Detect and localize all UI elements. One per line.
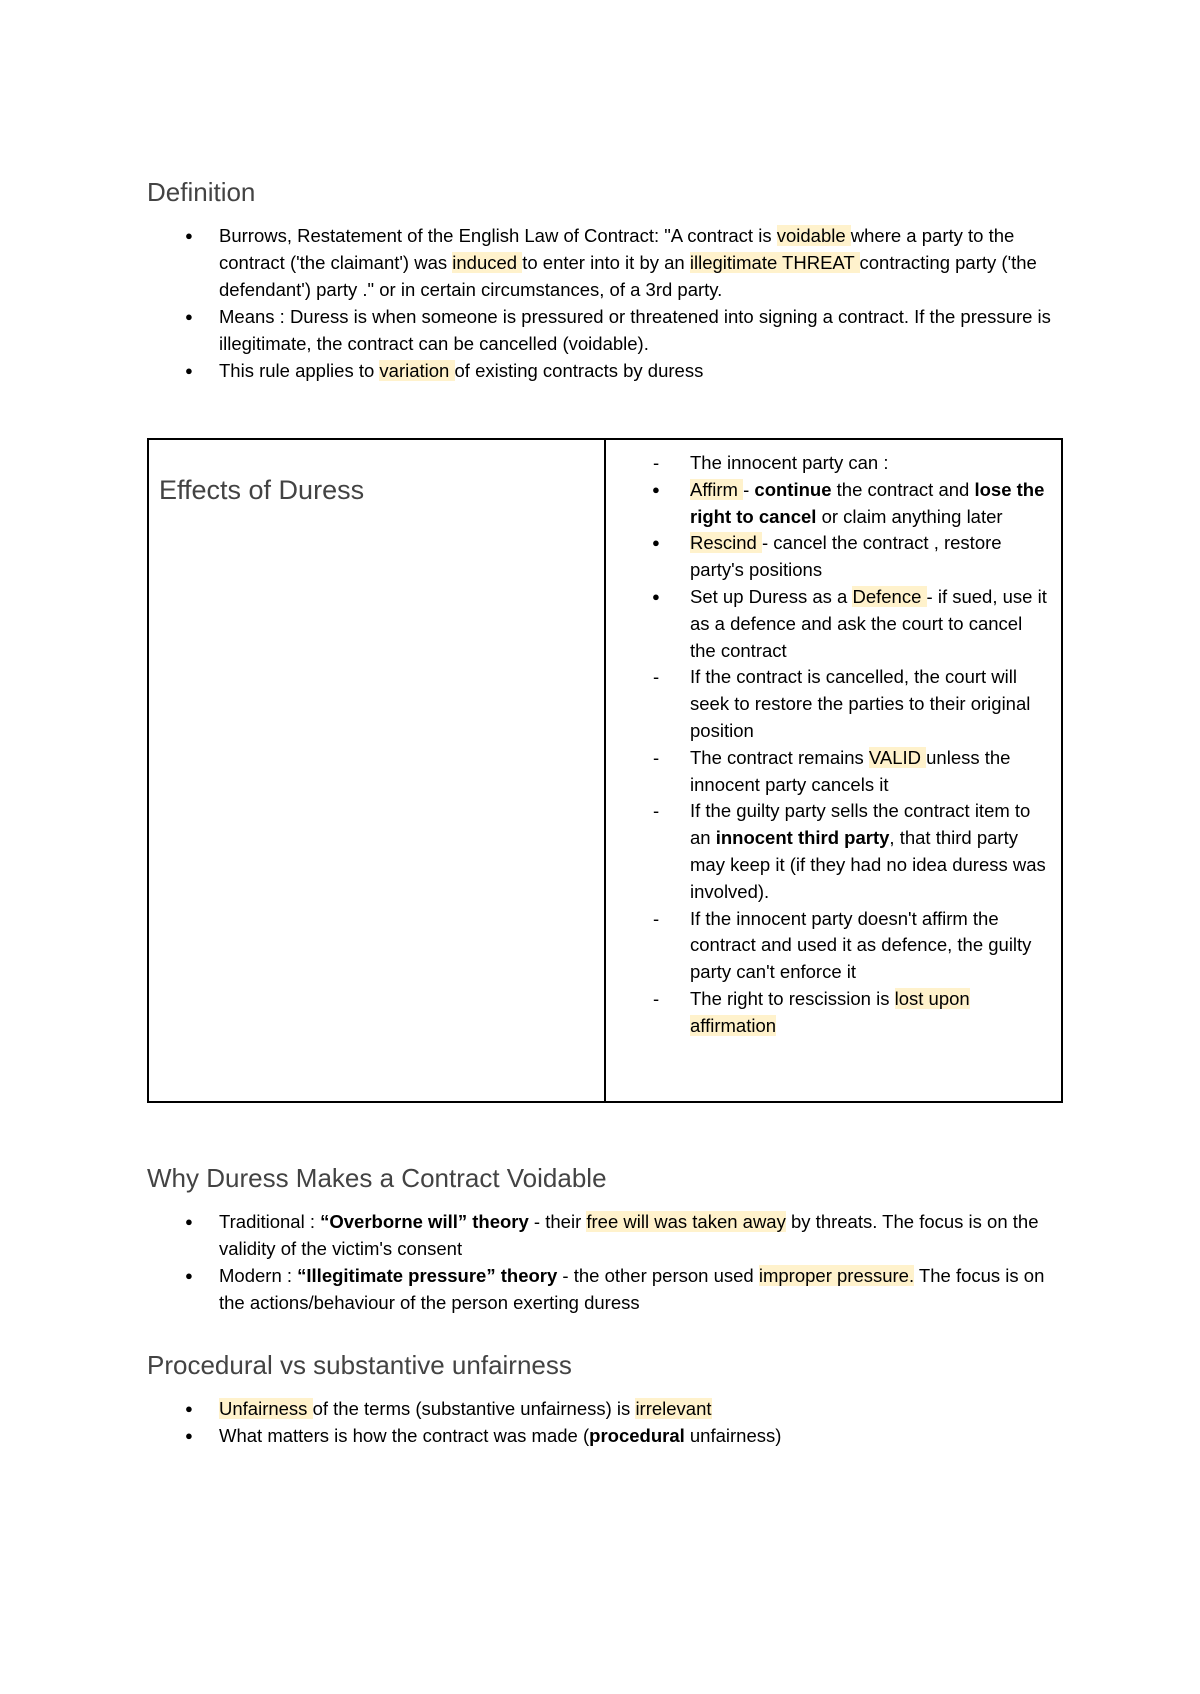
text-run: If the guilty party sells the contract item to an [690,800,1031,849]
list-item [606,477,1061,531]
text-run: Traditional : [219,1211,321,1232]
text-run: the contract and [831,478,975,500]
list-item [147,303,1067,357]
text-run: The right to rescission is [690,987,895,1009]
bullet-dot-icon: ● [652,481,660,497]
text-run: Means : Duress is when someone is pressured or threatened into signing a contract. If the pressure is illegitimate, the contract can be cancelled (voidable). [219,306,1051,354]
text-run: , that third party may keep it (if they had no idea duress was involved). [690,827,1046,902]
dash-marker: - [653,987,660,1009]
highlighted-text: irrelevant [635,1398,712,1419]
text-run: - the other person used [557,1265,759,1286]
effects-title-cell [149,440,606,1101]
dash-marker: - [653,746,660,768]
highlighted-text: VALID [868,746,927,768]
list-item [606,798,1061,905]
text-run: - if sued, use it as a defence and ask the court to cancel the contract [690,585,1047,661]
list-item [606,664,1061,744]
bullet-dot-icon: ● [652,588,660,604]
list-item [147,1262,1067,1316]
highlighted-text: Affirm [690,478,744,500]
list-item [606,986,1061,1040]
text-run: What matters is how the contract was made ( [219,1425,590,1446]
text-run: The innocent party can : [690,452,889,473]
bullet-dot-icon: ● [185,1214,193,1229]
text-run: where a party to the contract ('the claimant') was [219,225,1015,273]
bullet-dot-icon: ● [185,228,193,243]
bold-text: innocent third party [715,827,890,849]
text-run: of the terms (substantive unfairness) is [312,1398,636,1419]
highlighted-text: illegitimate THREAT [689,252,860,273]
list-item [606,450,1061,477]
highlighted-text: voidable [776,225,851,246]
bullet-dot-icon: ● [185,363,193,378]
text-run: - cancel the contract , restore party's positions [690,532,1002,581]
bullet-dot-icon: ● [185,1401,193,1416]
bullet-dot-icon: ● [185,309,193,324]
definition-heading: Definition [147,177,256,207]
highlighted-text: lost upon affirmation [690,987,970,1036]
highlighted-text: free will was taken away [586,1211,786,1232]
list-item [147,1395,1067,1422]
text-run: This rule applies to [219,360,380,381]
bold-text: “Overborne will” theory [320,1211,529,1232]
dash-marker: - [653,452,660,473]
bold-text: procedural [589,1425,685,1446]
bullet-dot-icon: ● [185,1268,193,1283]
dash-marker: - [653,907,660,929]
text-run: If the contract is cancelled, the court will seek to restore the parties to their original position [690,666,1031,741]
text-run: unless the innocent party cancels it [690,746,1011,795]
bullet-dot-icon: ● [185,1428,193,1443]
text-run: The contract remains [690,746,869,768]
list-item [147,1208,1067,1262]
definition-list [147,222,1067,384]
bullet-dot-icon: ● [652,535,660,551]
highlighted-text: Rescind [690,532,762,554]
dash-marker: - [653,800,660,822]
text-run: contracting party ('the defendant') party ." or in certain circumstances, of a 3rd party. [219,252,1037,300]
effects-title: Effects of Duress [159,475,365,505]
list-item [606,530,1061,584]
text-run: by threats. The focus is on the validity of the victim's consent [219,1211,1039,1259]
effects-list [606,450,1061,1040]
effects-of-duress-table [147,438,1063,1103]
list-item [147,222,1067,303]
list-item [147,357,1067,384]
text-run: to enter into it by an [522,252,690,273]
procedural-heading: Procedural vs substantive unfairness [147,1350,572,1380]
dash-marker: - [653,666,660,688]
why-heading: Why Duress Makes a Contract Voidable [147,1163,607,1193]
effects-content-cell [606,440,1061,1101]
text-run: - [743,478,755,500]
text-run: Burrows, Restatement of the English Law of Contract: "A contract is [219,225,777,246]
text-run: unfairness) [684,1425,782,1446]
list-item [606,745,1061,799]
list-item [606,584,1061,664]
bold-text: lose the right to cancel [690,478,1045,527]
highlighted-text: Unfairness [219,1398,313,1419]
text-run: Set up Duress as a [690,585,853,607]
text-run: or claim anything later [816,505,1003,527]
bold-text: continue [754,478,832,500]
highlighted-text: Defence [852,585,927,607]
text-run: If the innocent party doesn't affirm the contract and used it as defence, the guilty party can't enforce it [690,907,1032,983]
highlighted-text: improper pressure. [758,1265,915,1286]
why-list [147,1208,1067,1316]
text-run: Modern : [219,1265,298,1286]
bold-text: “Illegitimate pressure” theory [297,1265,558,1286]
list-item [606,906,1061,986]
procedural-list [147,1395,1067,1449]
highlighted-text: variation [379,360,455,381]
text-run: of existing contracts by duress [454,360,704,381]
text-run: - their [528,1211,587,1232]
text-run: The focus is on the actions/behaviour of the person exerting duress [219,1265,1045,1313]
list-item [147,1422,1067,1449]
highlighted-text: induced [452,252,523,273]
